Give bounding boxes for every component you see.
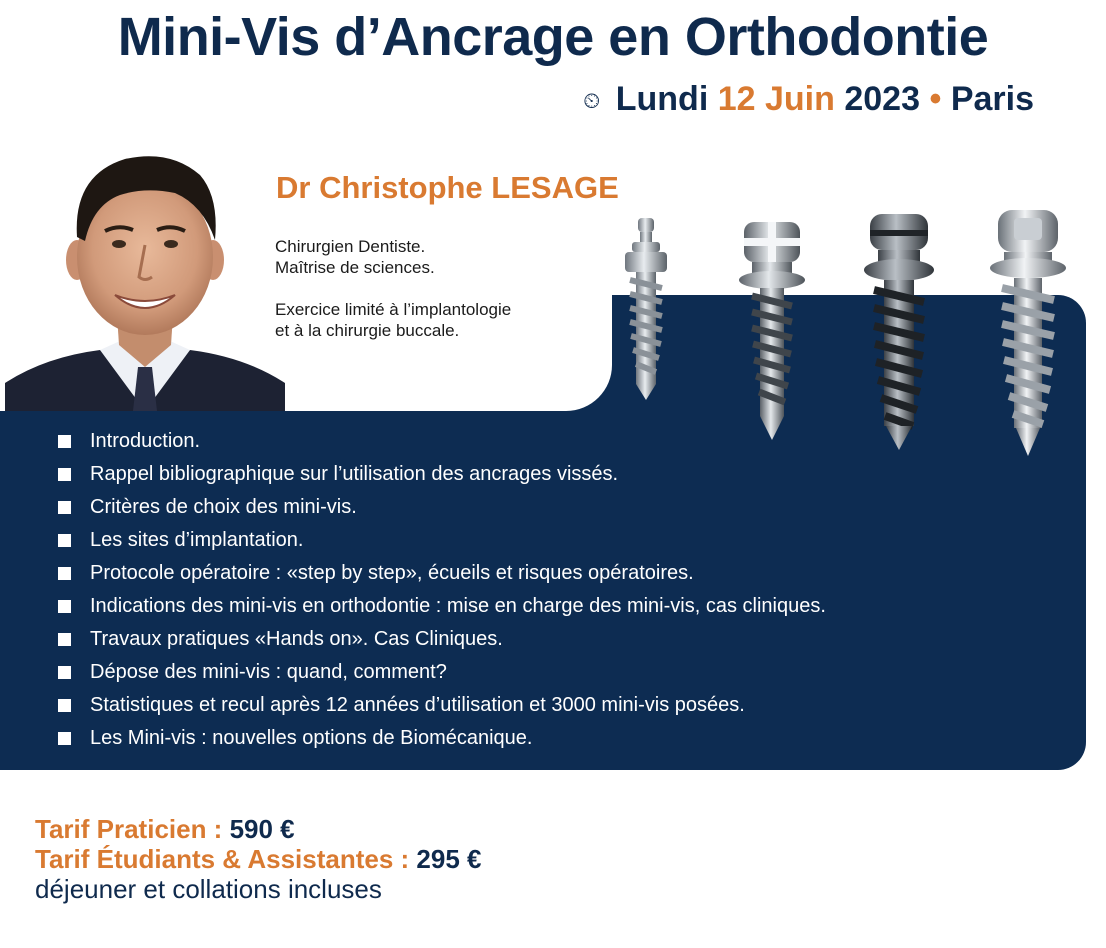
list-item: Protocole opératoire : «step by step», écueils et risques opératoires. <box>58 557 826 590</box>
event-city: Paris <box>950 80 1034 118</box>
mini-screw-4-image <box>988 208 1068 456</box>
list-item: Dépose des mini-vis : quand, comment? <box>58 656 826 689</box>
pricing-block <box>35 814 481 904</box>
bullet-square-icon <box>58 699 71 712</box>
bullet-square-icon <box>58 633 71 646</box>
price-etudiants <box>35 844 481 874</box>
list-item: Rappel bibliographique sur l’utilisation des ancrages vissés. <box>58 458 826 491</box>
event-date: 12 Juin <box>717 80 835 118</box>
list-item: Statistiques et recul après 12 années d’utilisation et 3000 mini-vis posées. <box>58 689 826 722</box>
bullet-square-icon <box>58 534 71 547</box>
price-value: 295 € <box>416 844 482 874</box>
bio-line: Exercice limité à l’implantologie <box>275 300 512 319</box>
list-item: Critères de choix des mini-vis. <box>58 491 826 524</box>
bullet-square-icon <box>58 666 71 679</box>
bullet-square-icon <box>58 501 71 514</box>
event-year: 2023 <box>844 80 920 118</box>
price-praticien <box>35 814 481 844</box>
price-label: Tarif Praticien : <box>35 814 230 844</box>
speaker-name: Dr Christophe LESAGE <box>276 170 619 205</box>
event-day: Lundi <box>615 80 709 118</box>
list-item: Les sites d’implantation. <box>58 524 826 557</box>
bullet-square-icon <box>58 468 71 481</box>
bullet-square-icon <box>58 600 71 613</box>
mini-screw-3-image <box>862 212 936 450</box>
speaker-portrait <box>5 145 285 411</box>
bullet-square-icon <box>58 567 71 580</box>
pricing-note: déjeuner et collations incluses <box>35 874 382 904</box>
list-item: Les Mini-vis : nouvelles options de Biomécanique. <box>58 722 826 755</box>
speaker-bio <box>275 236 605 341</box>
mini-screw-2-image <box>738 218 806 440</box>
bullet-square-icon <box>58 435 71 448</box>
date-separator: • <box>929 80 942 118</box>
mini-screw-1-image <box>622 218 670 400</box>
clock-icon: ⏲ <box>583 88 601 114</box>
price-value: 590 € <box>229 814 295 844</box>
bio-line: et à la chirurgie buccale. <box>275 321 460 340</box>
list-item: Introduction. <box>58 425 826 458</box>
bio-line: Maîtrise de sciences. <box>275 258 435 277</box>
bio-line: Chirurgien Dentiste. <box>275 237 426 256</box>
bullet-square-icon <box>58 732 71 745</box>
page-title: Mini-Vis d’Ancrage en Orthodontie <box>117 7 989 67</box>
price-label: Tarif Étudiants & Assistantes : <box>35 844 417 874</box>
event-date-line <box>583 80 1034 119</box>
program-list <box>58 425 826 755</box>
list-item: Travaux pratiques «Hands on». Cas Cliniques. <box>58 623 826 656</box>
list-item: Indications des mini-vis en orthodontie : mise en charge des mini-vis, cas cliniques. <box>58 590 826 623</box>
